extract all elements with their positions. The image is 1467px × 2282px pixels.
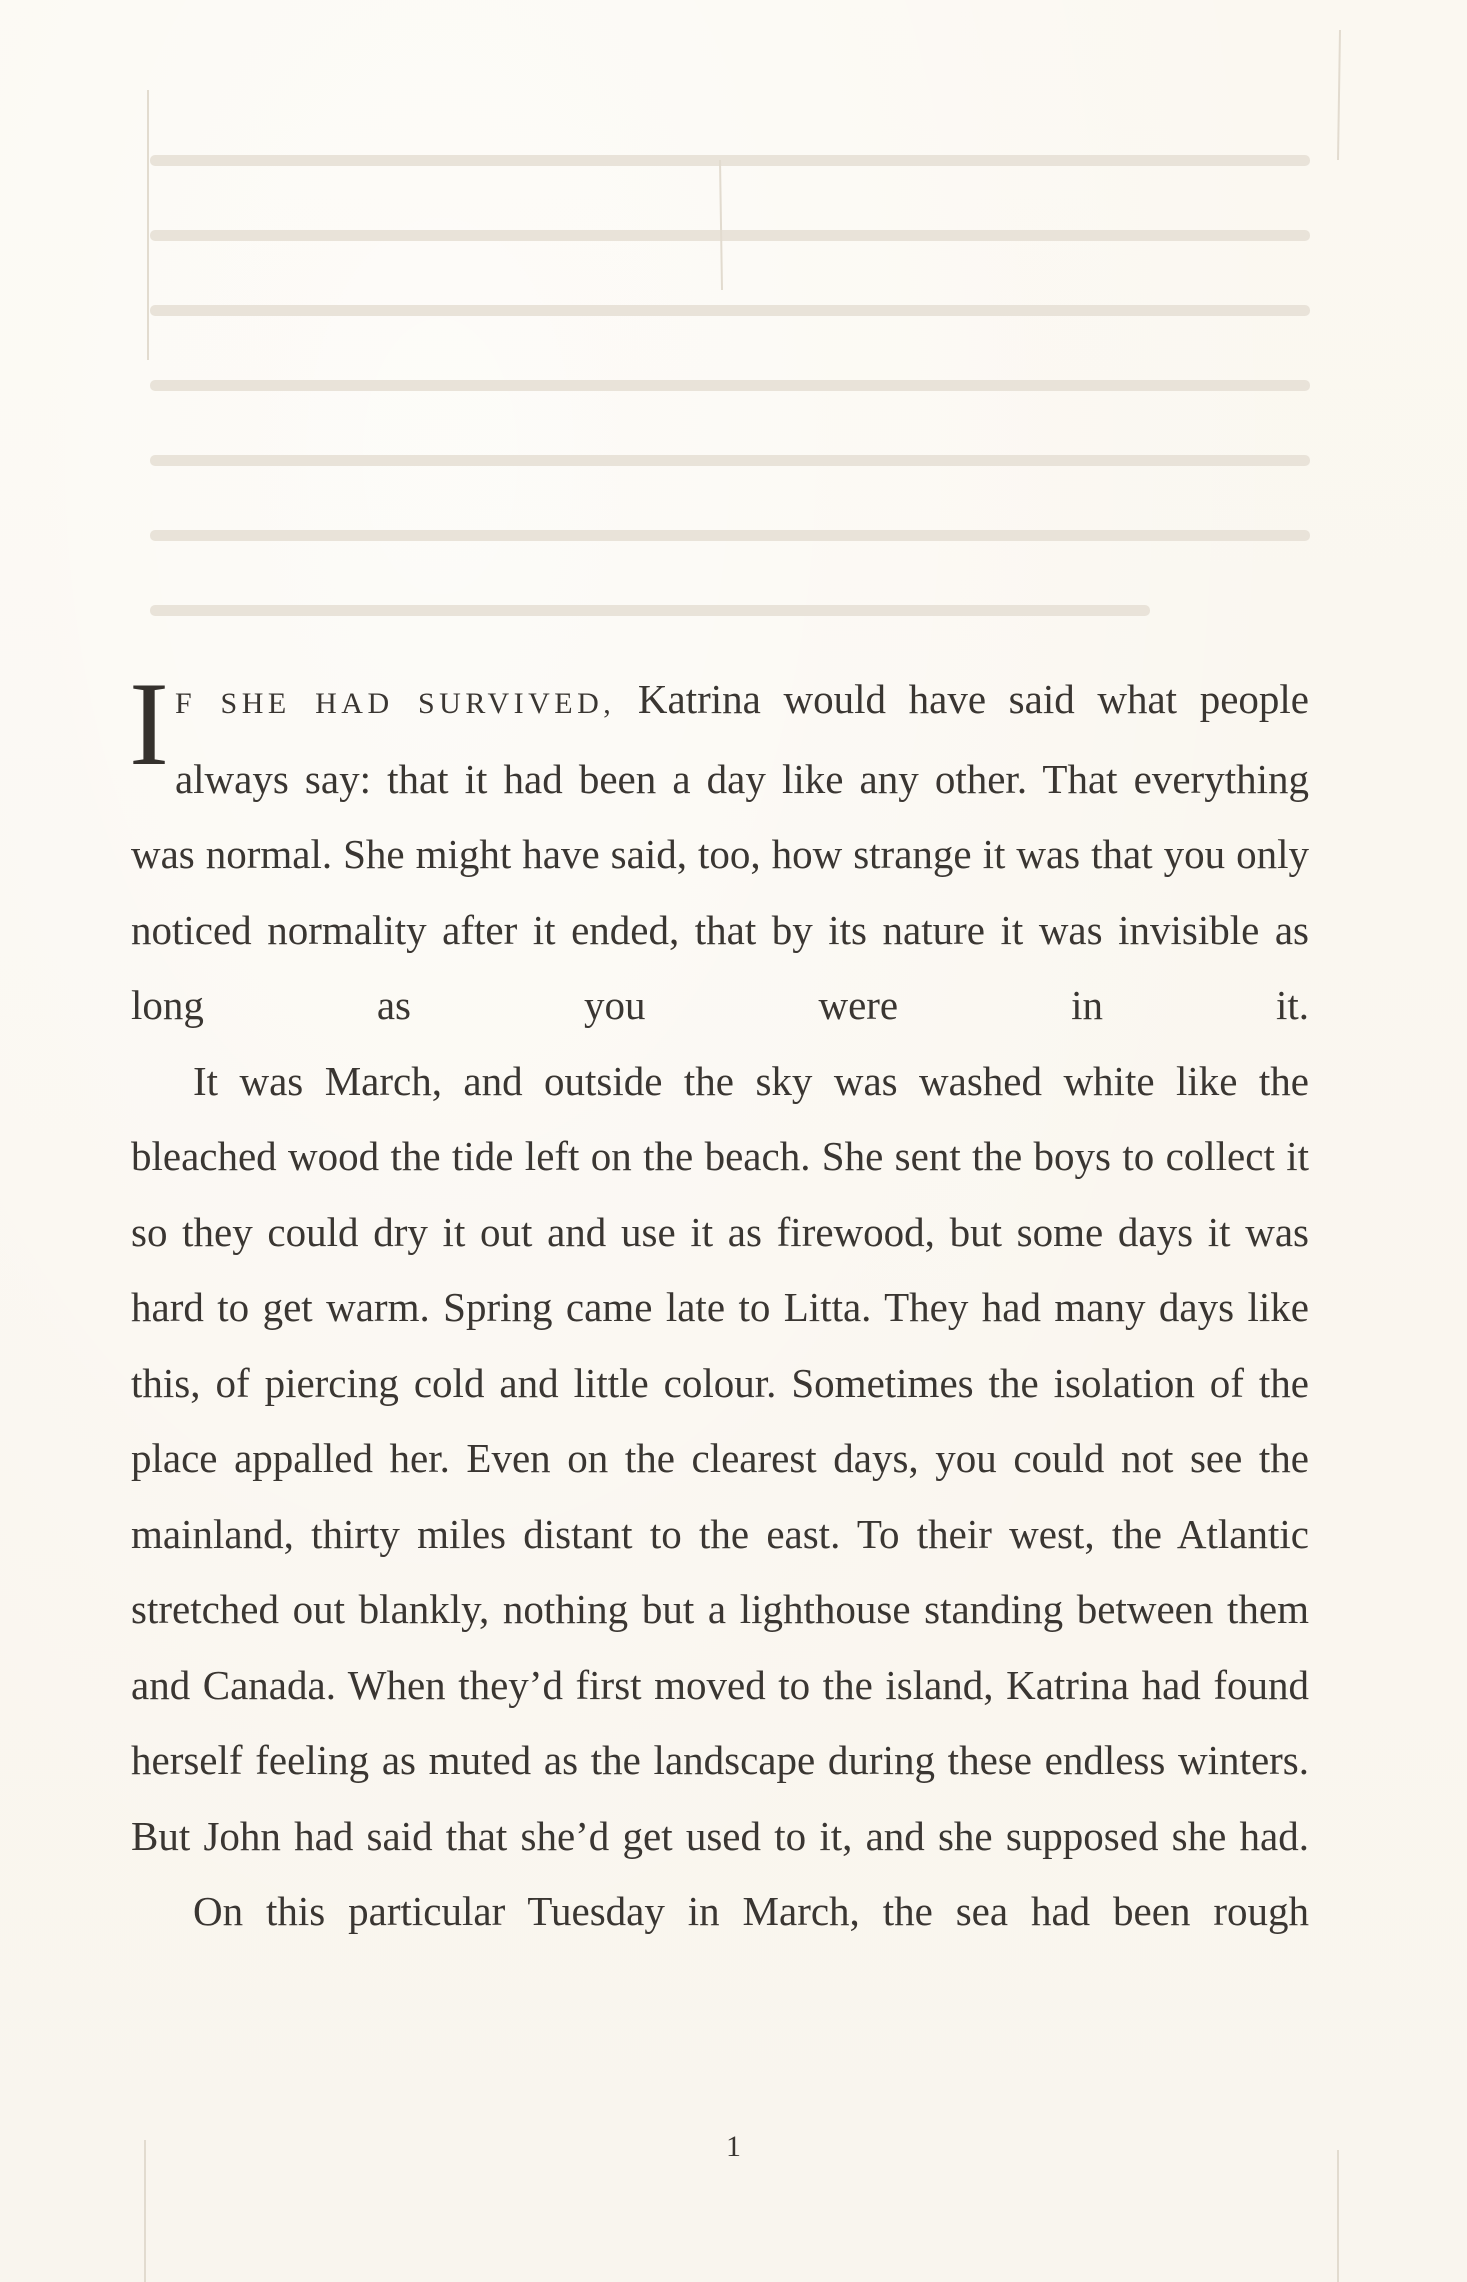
chapter-text (129, 657, 1309, 1950)
paragraph-tuesday: On this particular Tuesday in March, the sea had been rough (193, 1888, 1309, 1934)
paragraph-march: It was March, and outside the sky was washed white like the bleached wood the tide left on the beach. She sent the boys to collect it so they could dry it out and use it as firewood, but some days it was hard to get warm. Spring came late to Litta. They had many days like this, of piercing cold and little colour. Sometimes the isolation of the place appalled her. Even on the clearest days, you could not see the mainland, thirty miles distant to the east. To their west, the Atlantic stretched out blankly, nothing but a lighthouse standing between them and Canada. When they’d first moved to the island, Katrina had found herself feeling as muted as the landscape during these endless winters. But John had said that she’d get used to it, and she supposed she had. (131, 1057, 1309, 1859)
opening-small-caps: F SHE HAD SURVIVED, (174, 687, 616, 720)
drop-cap: I (129, 657, 169, 790)
paragraph-opening (129, 657, 1309, 1044)
opening-paragraph-text: Katrina would have said what people always say: that it had been a day like any other. That everything was normal. She might have said, too, how strange it was that you only noticed normality after it ended, that by its nature it was invisible as long as you were in it. (131, 676, 1309, 1028)
page-number: 1 (726, 2130, 741, 2163)
